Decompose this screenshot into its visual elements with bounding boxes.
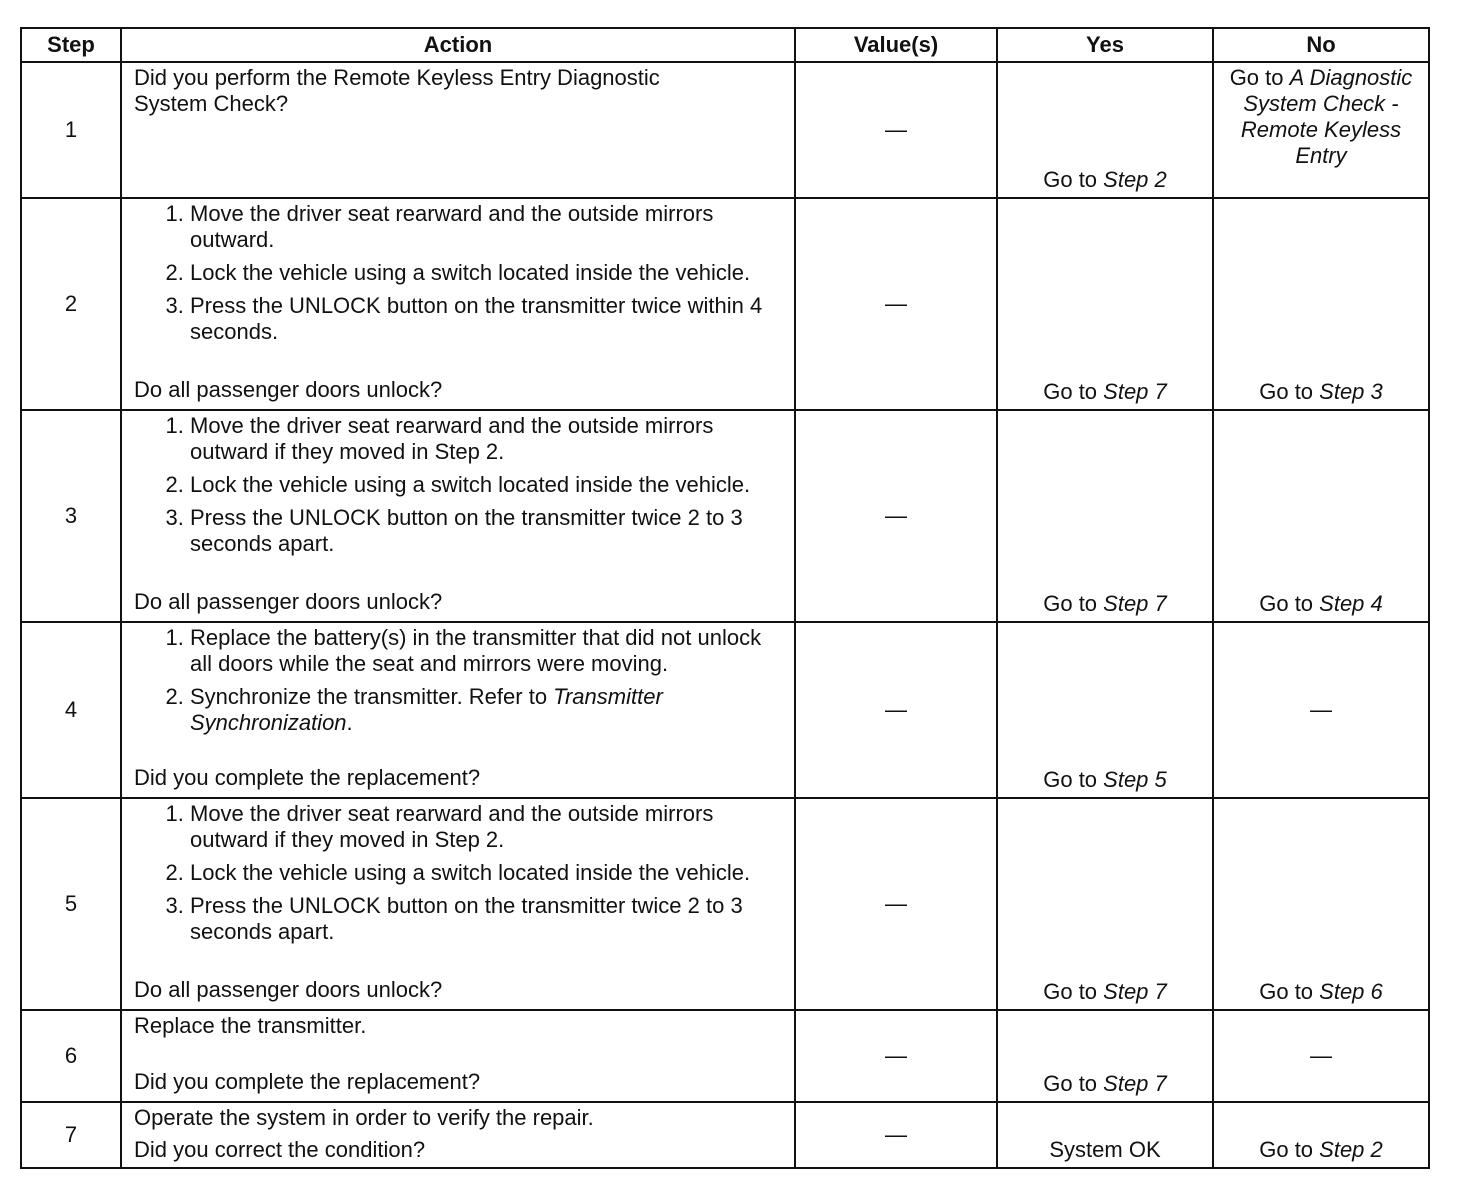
action-step-item: 1. Move the driver seat rearward and the outside mirrors outward. — [190, 201, 786, 253]
no-step-link[interactable]: Step 4 — [1319, 591, 1383, 616]
action-step-item: 2. Lock the vehicle using a switch located inside the vehicle. — [190, 260, 786, 286]
action-cell — [121, 410, 795, 622]
yes-prefix: Go to — [1043, 1071, 1104, 1096]
action-cell — [121, 1102, 795, 1168]
no-cell — [1213, 198, 1429, 410]
no-prefix: Go to — [1259, 379, 1320, 404]
yes-prefix: Go to — [1043, 979, 1104, 1004]
no-cell — [1213, 1102, 1429, 1168]
step-number: 4 — [21, 622, 121, 798]
step-number: 5 — [21, 798, 121, 1010]
yes-cell — [997, 410, 1213, 622]
action-text: Did you perform the Remote Keyless Entry Diagnostic System Check? — [134, 65, 660, 116]
action-steps-list — [134, 413, 786, 564]
yes-prefix: Go to — [1043, 767, 1104, 792]
action-cell — [121, 1010, 795, 1102]
table-row — [21, 622, 1429, 798]
action-steps-list — [134, 625, 786, 743]
yes-cell: System OK — [997, 1102, 1213, 1168]
action-step-item: 1. Move the driver seat rearward and the outside mirrors outward if they moved in Step 2. — [190, 413, 786, 465]
header-action: Action — [121, 28, 795, 62]
table-row — [21, 198, 1429, 410]
no-step-link[interactable]: Step 2 — [1319, 1137, 1383, 1162]
procedure-link[interactable]: Transmitter Synchronization — [190, 684, 663, 735]
no-cell: — — [1213, 1010, 1429, 1102]
action-cell — [121, 198, 795, 410]
action-cell — [121, 798, 795, 1010]
action-step-item: 1. Move the driver seat rearward and the outside mirrors outward if they moved in Step 2. — [190, 801, 786, 853]
no-step-link[interactable]: Step 6 — [1319, 979, 1383, 1004]
no-step-link[interactable]: A Diagnostic System Check - Remote Keyless Entry — [1240, 65, 1413, 168]
action-step-item: 2. Lock the vehicle using a switch located inside the vehicle. — [190, 472, 786, 498]
yes-step-link[interactable]: Step 7 — [1103, 379, 1167, 404]
action-step-text: Synchronize the transmitter. Refer to — [190, 684, 554, 709]
action-steps-list — [134, 801, 786, 952]
header-step: Step — [21, 28, 121, 62]
action-step-item: 2. Lock the vehicle using a switch located inside the vehicle. — [190, 860, 786, 886]
action-cell — [121, 622, 795, 798]
value-cell: — — [795, 1102, 997, 1168]
action-question: Did you complete the replacement? — [134, 765, 481, 790]
step-number: 2 — [21, 198, 121, 410]
step-number: 7 — [21, 1102, 121, 1168]
yes-step-link[interactable]: Step 7 — [1103, 979, 1167, 1004]
table-row — [21, 1010, 1429, 1102]
table-row — [21, 410, 1429, 622]
diagnostic-table — [20, 27, 1430, 1169]
header-yes: Yes — [997, 28, 1213, 62]
no-prefix: Go to — [1259, 591, 1320, 616]
no-cell — [1213, 798, 1429, 1010]
action-question: Did you correct the condition? — [134, 1137, 426, 1162]
value-cell: — — [795, 62, 997, 198]
step-number: 1 — [21, 62, 121, 198]
header-values: Value(s) — [795, 28, 997, 62]
value-cell: — — [795, 798, 997, 1010]
yes-cell — [997, 1010, 1213, 1102]
action-text: Replace the transmitter. — [134, 1013, 367, 1038]
action-steps-list — [134, 201, 786, 352]
action-question: Do all passenger doors unlock? — [134, 977, 443, 1002]
no-cell: — — [1213, 622, 1429, 798]
no-cell — [1213, 62, 1429, 198]
action-question: Do all passenger doors unlock? — [134, 377, 443, 402]
header-no: No — [1213, 28, 1429, 62]
yes-cell — [997, 798, 1213, 1010]
action-question: Did you complete the replacement? — [134, 1069, 481, 1094]
yes-cell — [997, 198, 1213, 410]
yes-cell — [997, 622, 1213, 798]
value-cell: — — [795, 198, 997, 410]
no-prefix: Go to — [1259, 1137, 1320, 1162]
step-number: 6 — [21, 1010, 121, 1102]
value-cell: — — [795, 622, 997, 798]
no-prefix: Go to — [1259, 979, 1320, 1004]
yes-prefix: Go to — [1043, 379, 1104, 404]
yes-step-link[interactable]: Step 7 — [1103, 591, 1167, 616]
yes-prefix: Go to — [1043, 591, 1104, 616]
yes-cell — [997, 62, 1213, 198]
table-row — [21, 1102, 1429, 1168]
value-cell: — — [795, 1010, 997, 1102]
action-step-item: 3. Press the UNLOCK button on the transmitter twice within 4 seconds. — [190, 293, 786, 345]
action-step-item: 1. Replace the battery(s) in the transmitter that did not unlock all doors while the seat and mirrors were moving. — [190, 625, 786, 677]
no-cell — [1213, 410, 1429, 622]
action-step-item: 3. Press the UNLOCK button on the transmitter twice 2 to 3 seconds apart. — [190, 893, 786, 945]
no-step-link[interactable]: Step 3 — [1319, 379, 1383, 404]
table-row — [21, 798, 1429, 1010]
table-row — [21, 62, 1429, 198]
yes-step-link[interactable]: Step 2 — [1103, 167, 1167, 192]
action-step-text: . — [346, 710, 353, 735]
action-cell — [121, 62, 795, 198]
yes-prefix: Go to — [1043, 167, 1104, 192]
step-number: 3 — [21, 410, 121, 622]
action-step-item: 3. Press the UNLOCK button on the transmitter twice 2 to 3 seconds apart. — [190, 505, 786, 557]
yes-step-link[interactable]: Step 5 — [1103, 767, 1167, 792]
action-question: Do all passenger doors unlock? — [134, 589, 443, 614]
action-text: Operate the system in order to verify the repair. — [134, 1105, 594, 1130]
value-cell: — — [795, 410, 997, 622]
yes-step-link[interactable]: Step 7 — [1103, 1071, 1167, 1096]
no-prefix: Go to — [1229, 65, 1290, 90]
header-row — [21, 28, 1429, 62]
action-step-item — [190, 684, 786, 736]
